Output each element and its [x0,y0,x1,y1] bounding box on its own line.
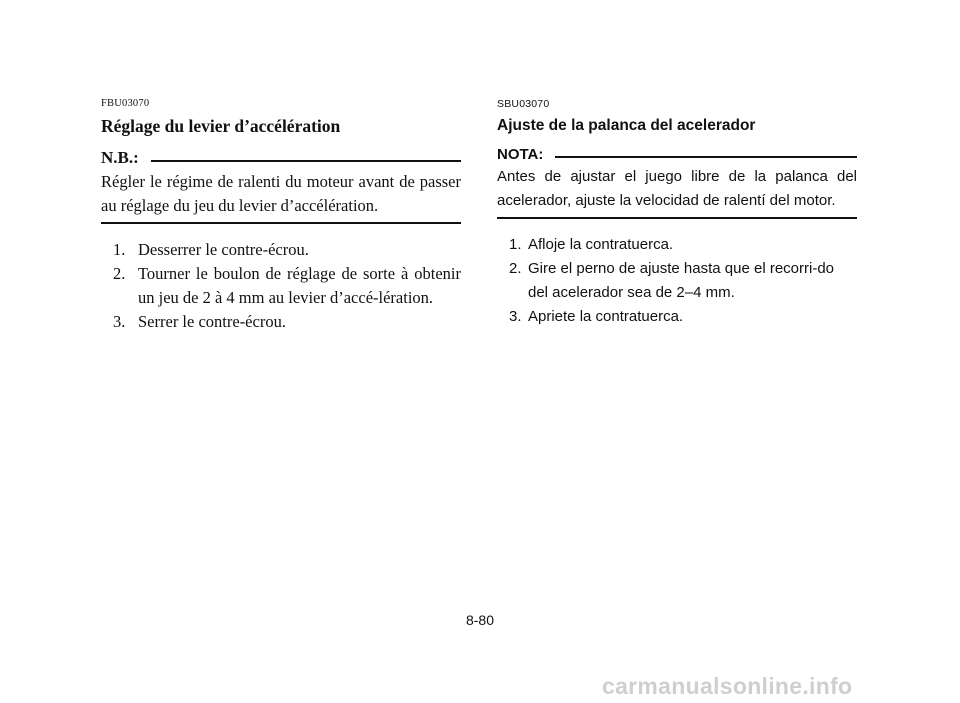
step-text: Gire el perno de ajuste hasta que el recorri-do del acelerador sea de 2–4 mm. [528,260,835,301]
list-item [101,262,461,310]
list-item [497,233,857,257]
steps-list [101,238,461,334]
step-number: 1. [113,240,126,259]
note-top-rule [555,156,857,158]
steps-list [497,233,857,329]
section-code: SBU03070 [497,98,550,110]
french-column [101,98,461,334]
page-number: 8-80 [465,612,495,628]
step-number: 3. [113,312,126,331]
spanish-column [497,98,857,329]
step-number: 2. [113,264,126,283]
list-item [101,238,461,262]
step-text: Afloje la contratuerca. [528,236,674,253]
step-number: 3. [509,308,522,325]
note-text: Régler le régime de ralenti du moteur avant de passer au réglage du jeu du levier d’accélération. [101,172,461,215]
note-text: Antes de ajustar el juego libre de la palanca del acelerador, ajuste la velocidad de ralentí del motor. [497,168,857,209]
step-text: Apriete la contratuerca. [528,308,684,325]
section-heading: Ajuste de la palanca del acelerador [497,117,756,134]
step-number: 1. [509,236,522,253]
list-item [497,305,857,329]
list-item [101,310,461,334]
step-text: Serrer le contre-écrou. [138,312,286,331]
note-header [497,146,857,163]
note-label: NOTA: [497,146,544,163]
watermark: carmanualsonline.info [602,673,853,699]
note-header [101,148,461,168]
step-number: 2. [509,260,522,277]
step-text: Desserrer le contre-écrou. [138,240,309,259]
note-label: N.B.: [101,148,139,167]
list-item [497,257,857,305]
note-bottom-rule [101,222,461,224]
note-bottom-rule [497,217,857,219]
note-top-rule [151,160,461,162]
section-heading: Réglage du levier d’accélération [101,116,341,136]
step-text: Tourner le boulon de réglage de sorte à obtenir un jeu de 2 à 4 mm au levier d’accé-lération. [138,264,461,307]
section-code: FBU03070 [101,98,150,109]
